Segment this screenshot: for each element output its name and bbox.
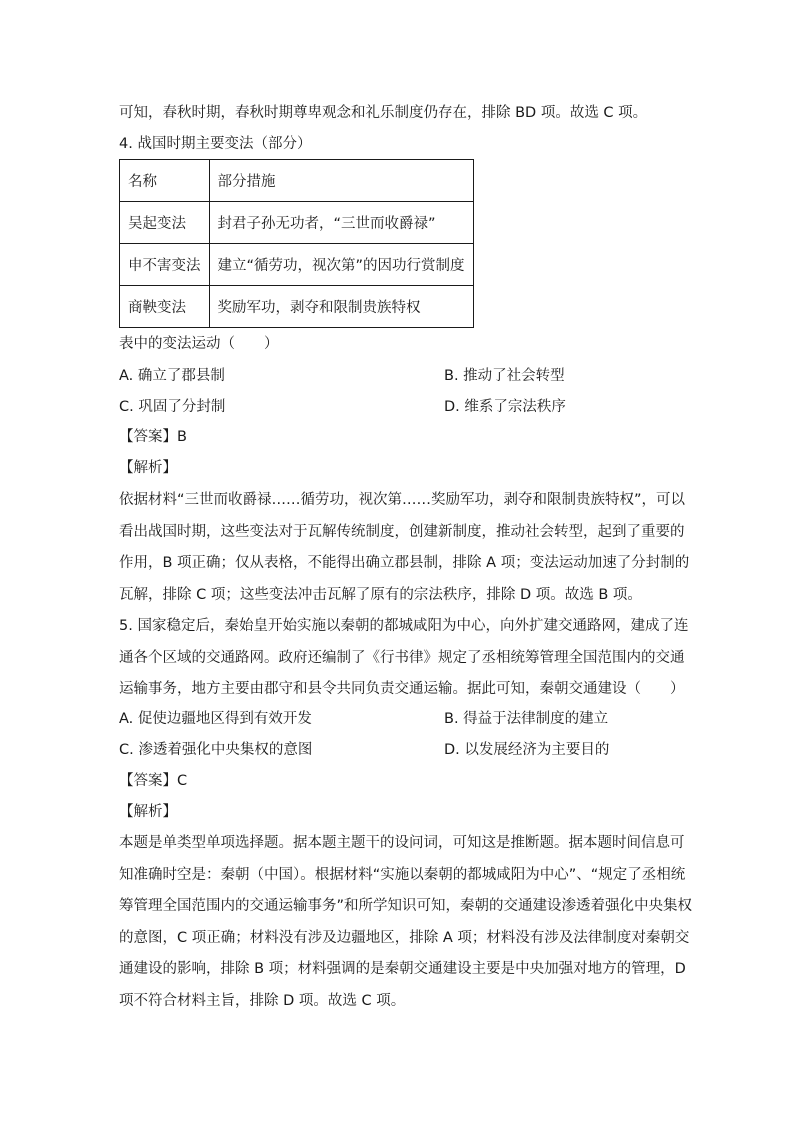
question-4-stem: 4. 战国时期主要变法（部分） [119, 136, 312, 152]
table-cell: 奖励军功，剥夺和限制贵族特权 [209, 286, 473, 328]
table-cell: 封君子孙无功者，“三世而收爵禄” [209, 202, 473, 244]
q4-option-d: D. 维系了宗法秩序 [444, 399, 566, 415]
table-cell: 建立“循劳功，视次第”的因功行赏制度 [209, 244, 473, 286]
q4-option-c: C. 巩固了分封制 [119, 399, 226, 415]
table-header-row [120, 160, 474, 202]
analysis-line: 筹管理全国范围内的交通运输事务”和所学知识可知，秦朝的交通建设渗透着强化中央集权 [119, 898, 693, 914]
q5-analysis-label: 【解析】 [119, 804, 177, 820]
table-cell: 商鞅变法 [120, 286, 210, 328]
analysis-line: 的意图，C 项正确；材料没有涉及边疆地区，排除 A 项；材料没有涉及法律制度对秦朝交 [119, 929, 690, 946]
q4-answer: 【答案】B [119, 429, 187, 445]
table-row [120, 202, 474, 244]
q4-analysis-label: 【解析】 [119, 460, 177, 476]
q5-answer: 【答案】C [119, 773, 188, 789]
analysis-line: 通建设的影响，排除 B 项；材料强调的是秦朝交通建设主要是中央加强对地方的管理，D [119, 961, 686, 977]
table-header-measures: 部分措施 [209, 160, 473, 202]
question-5-stem [119, 611, 689, 706]
analysis-line: 瓦解，排除 C 项；这些变法冲击瓦解了原有的宗法秩序，排除 D 项。故选 B 项。 [119, 586, 642, 603]
stem-line: 5. 国家稳定后，秦始皇开始实施以秦朝的都城咸阳为中心，向外扩建交通路网，建成了连 [119, 618, 689, 634]
table-header-name: 名称 [120, 160, 210, 202]
analysis-line: 依据材料“三世而收爵禄……循劳功，视次第……奖励军功，剥夺和限制贵族特权”，可以 [119, 492, 686, 508]
q5-option-b: B. 得益于法律制度的建立 [444, 711, 609, 727]
table-cell: 吴起变法 [120, 202, 210, 244]
analysis-line: 项不符合材料主旨，排除 D 项。故选 C 项。 [119, 992, 406, 1009]
q5-option-c: C. 渗透着强化中央集权的意图 [119, 742, 313, 758]
q5-option-a: A. 促使边疆地区得到有效开发 [119, 711, 312, 727]
analysis-line: 作用，B 项正确；仅从表格，不能得出确立郡县制，排除 A 项；变法运动加速了分封制的 [119, 555, 690, 571]
table-cell: 申不害变法 [120, 244, 210, 286]
q5-option-d: D. 以发展经济为主要目的 [444, 742, 610, 758]
stem-line: 运输事务，地方主要由郡守和县令共同负责交通运输。据此可知，秦朝交通建设（ ） [119, 681, 685, 697]
question-4-prompt: 表中的变法运动（ ） [119, 336, 279, 352]
analysis-line: 看出战国时期，这些变法对于瓦解传统制度，创建新制度，推动社会转型，起到了重要的 [119, 523, 685, 540]
analysis-line: 知准确时空是：秦朝（中国）。根据材料“实施以秦朝的都城咸阳为中心”、“规定了丞相统 [119, 866, 686, 883]
q4-option-b: B. 推动了社会转型 [444, 368, 565, 384]
analysis-line: 本题是单类型单项选择题。据本题主题干的设问词，可知这是推断题。据本题时间信息可 [119, 835, 685, 851]
q4-analysis-body [119, 485, 690, 611]
q5-analysis-body [119, 828, 693, 1017]
q4-option-a: A. 确立了郡县制 [119, 368, 225, 384]
stem-line: 通各个区域的交通路网。政府还编制了《行书律》规定了丞相统筹管理全国范围内的交通 [119, 649, 685, 666]
reform-table [119, 159, 474, 328]
intro-line: 可知，春秋时期，春秋时期尊卑观念和礼乐制度仍存在，排除 BD 项。故选 C 项。 [119, 105, 648, 121]
table-row [120, 244, 474, 286]
table-row [120, 286, 474, 328]
